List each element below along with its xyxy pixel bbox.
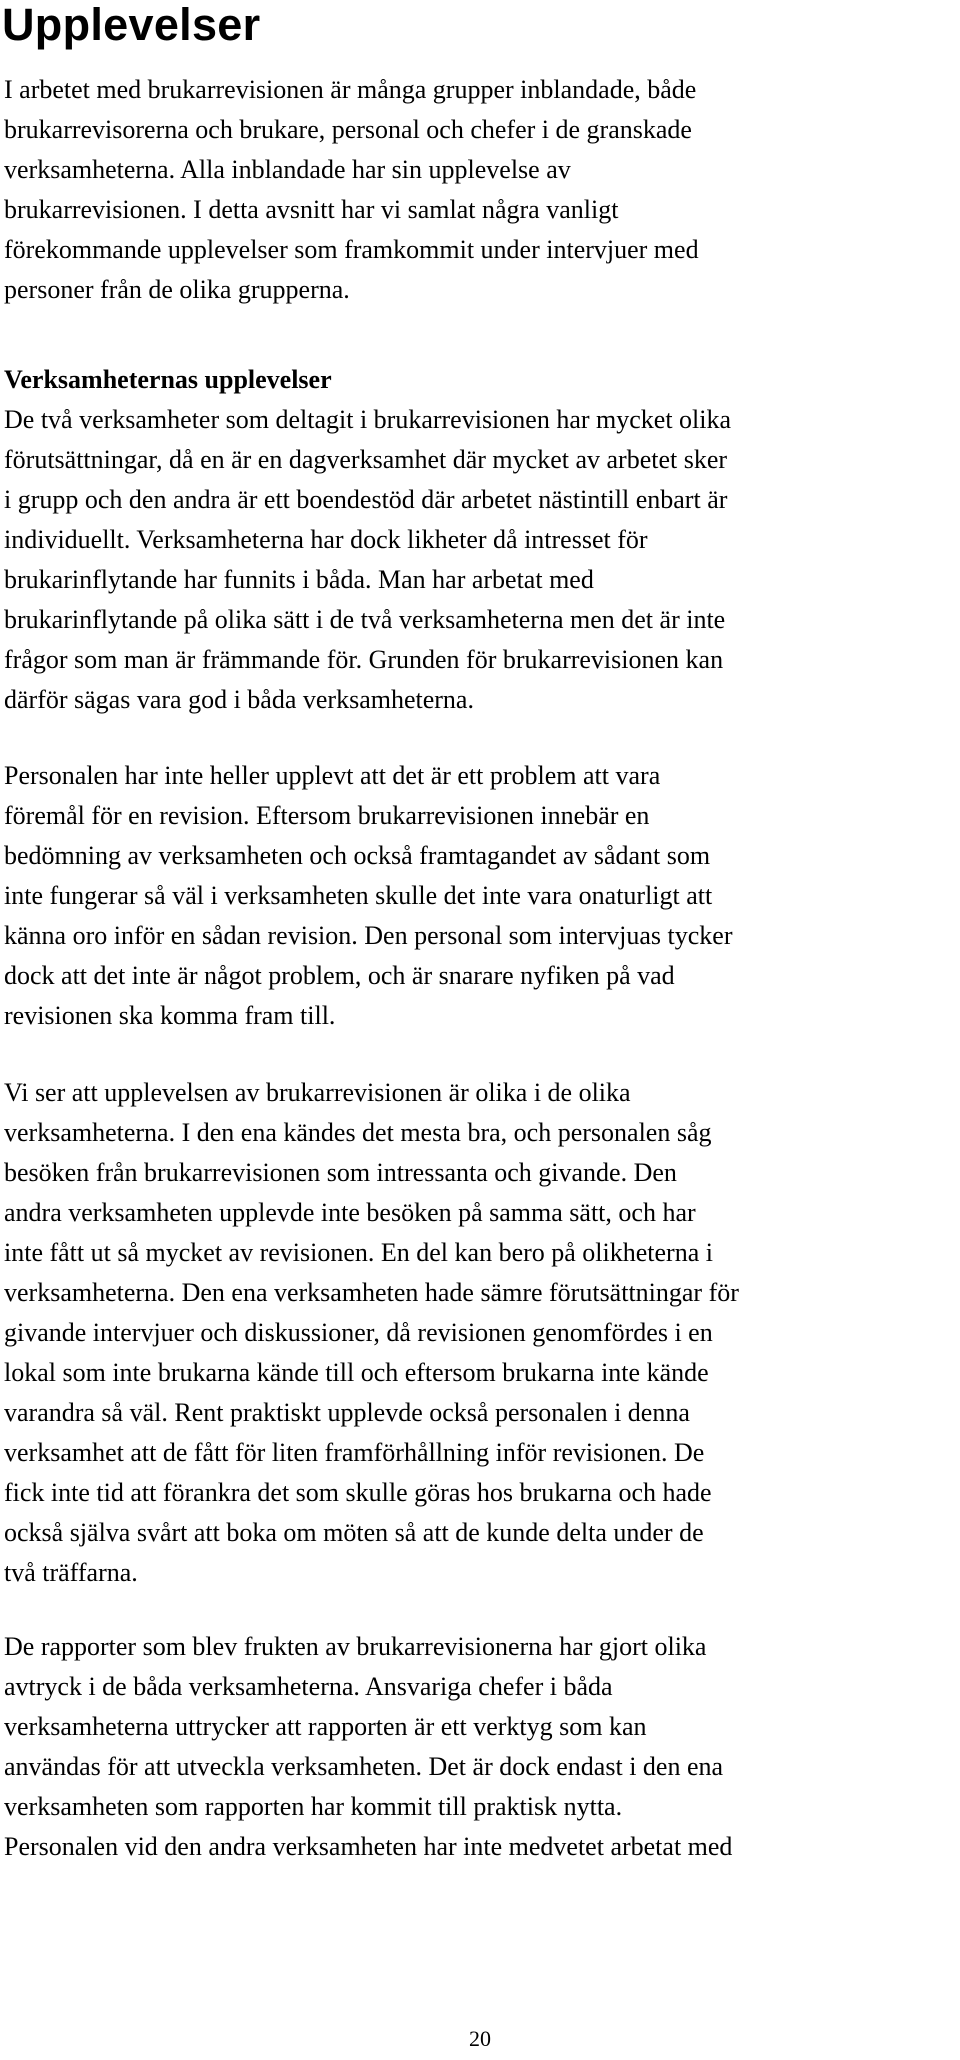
text-line: personer från de olika grupperna. <box>4 275 350 304</box>
text-line: brukarinflytande på olika sätt i de två verksamheterna men det är inte <box>4 605 726 634</box>
section-heading: Verksamheternas upplevelser <box>4 365 332 394</box>
page-number: 20 <box>469 2026 491 2051</box>
text-line: frågor som man är främmande för. Grunden för brukarrevisionen kan <box>4 645 724 674</box>
text-line: användas för att utveckla verksamheten. Det är dock endast i den ena <box>4 1752 724 1781</box>
text-line: förekommande upplevelser som framkommit under intervjuer med <box>4 235 699 264</box>
text-line: brukarrevisorerna och brukare, personal och chefer i de granskade <box>4 115 692 144</box>
text-line: I arbetet med brukarrevisionen är många grupper inblandade, både <box>4 75 697 104</box>
text-line: också själva svårt att boka om möten så att de kunde delta under de <box>4 1518 704 1547</box>
text-line: varandra så väl. Rent praktiskt upplevde också personalen i denna <box>4 1398 690 1427</box>
paragraph-rapporter <box>4 1627 960 1867</box>
text-line: förutsättningar, då en är en dagverksamhet där mycket av arbetet sker <box>4 445 728 474</box>
text-line: verksamheterna uttrycker att rapporten är ett verktyg som kan <box>4 1712 647 1741</box>
text-line: lokal som inte brukarna kände till och eftersom brukarna inte kände <box>4 1358 709 1387</box>
text-line: avtryck i de båda verksamheterna. Ansvariga chefer i båda <box>4 1672 613 1701</box>
text-line: Personalen vid den andra verksamheten har inte medvetet arbetat med <box>4 1832 733 1861</box>
text-line: inte fått ut så mycket av revisionen. En del kan bero på olikheterna i <box>4 1238 713 1267</box>
page-heading: Upplevelser <box>2 0 261 50</box>
text-line: De rapporter som blev frukten av brukarrevisionerna har gjort olika <box>4 1632 707 1661</box>
text-line: givande intervjuer och diskussioner, då revisionen genomfördes i en <box>4 1318 713 1347</box>
text-line: fick inte tid att förankra det som skulle göras hos brukarna och hade <box>4 1478 712 1507</box>
paragraph-personal <box>4 756 960 1036</box>
text-line: andra verksamheten upplevde inte besöken på samma sätt, och har <box>4 1198 696 1227</box>
text-line: Personalen har inte heller upplevt att det är ett problem att vara <box>4 761 661 790</box>
text-line: brukarinflytande har funnits i båda. Man har arbetat med <box>4 565 594 594</box>
text-line: bedömning av verksamheten och också framtagandet av sådant som <box>4 841 711 870</box>
text-line: föremål för en revision. Eftersom brukarrevisionen innebär en <box>4 801 650 830</box>
text-line: verksamheterna. Alla inblandade har sin upplevelse av <box>4 155 571 184</box>
text-line: verksamhet att de fått för liten framförhållning inför revisionen. De <box>4 1438 705 1467</box>
text-line: i grupp och den andra är ett boendestöd där arbetet nästintill enbart är <box>4 485 728 514</box>
text-line: inte fungerar så väl i verksamheten skulle det inte vara onaturligt att <box>4 881 713 910</box>
text-line: verksamheterna. I den ena kändes det mesta bra, och personalen såg <box>4 1118 712 1147</box>
text-line: två träffarna. <box>4 1558 138 1587</box>
text-line: verksamheterna. Den ena verksamheten hade sämre förutsättningar för <box>4 1278 739 1307</box>
text-line: brukarrevisionen. I detta avsnitt har vi samlat några vanligt <box>4 195 619 224</box>
section-verksamheter <box>4 360 960 720</box>
text-line: individuellt. Verksamheterna har dock likheter då intresset för <box>4 525 648 554</box>
text-line: dock att det inte är något problem, och är snarare nyfiken på vad <box>4 961 675 990</box>
text-line: därför sägas vara god i båda verksamheterna. <box>4 685 474 714</box>
text-line: verksamheten som rapporten har kommit till praktisk nytta. <box>4 1792 623 1821</box>
text-line: Vi ser att upplevelsen av brukarrevisionen är olika i de olika <box>4 1078 631 1107</box>
text-line: revisionen ska komma fram till. <box>4 1001 336 1030</box>
text-line: De två verksamheter som deltagit i brukarrevisionen har mycket olika <box>4 405 732 434</box>
text-line: känna oro inför en sådan revision. Den personal som intervjuas tycker <box>4 921 733 950</box>
text-line: besöken från brukarrevisionen som intressanta och givande. Den <box>4 1158 677 1187</box>
intro-paragraph <box>4 70 960 310</box>
paragraph-upplevelsen <box>4 1073 960 1593</box>
